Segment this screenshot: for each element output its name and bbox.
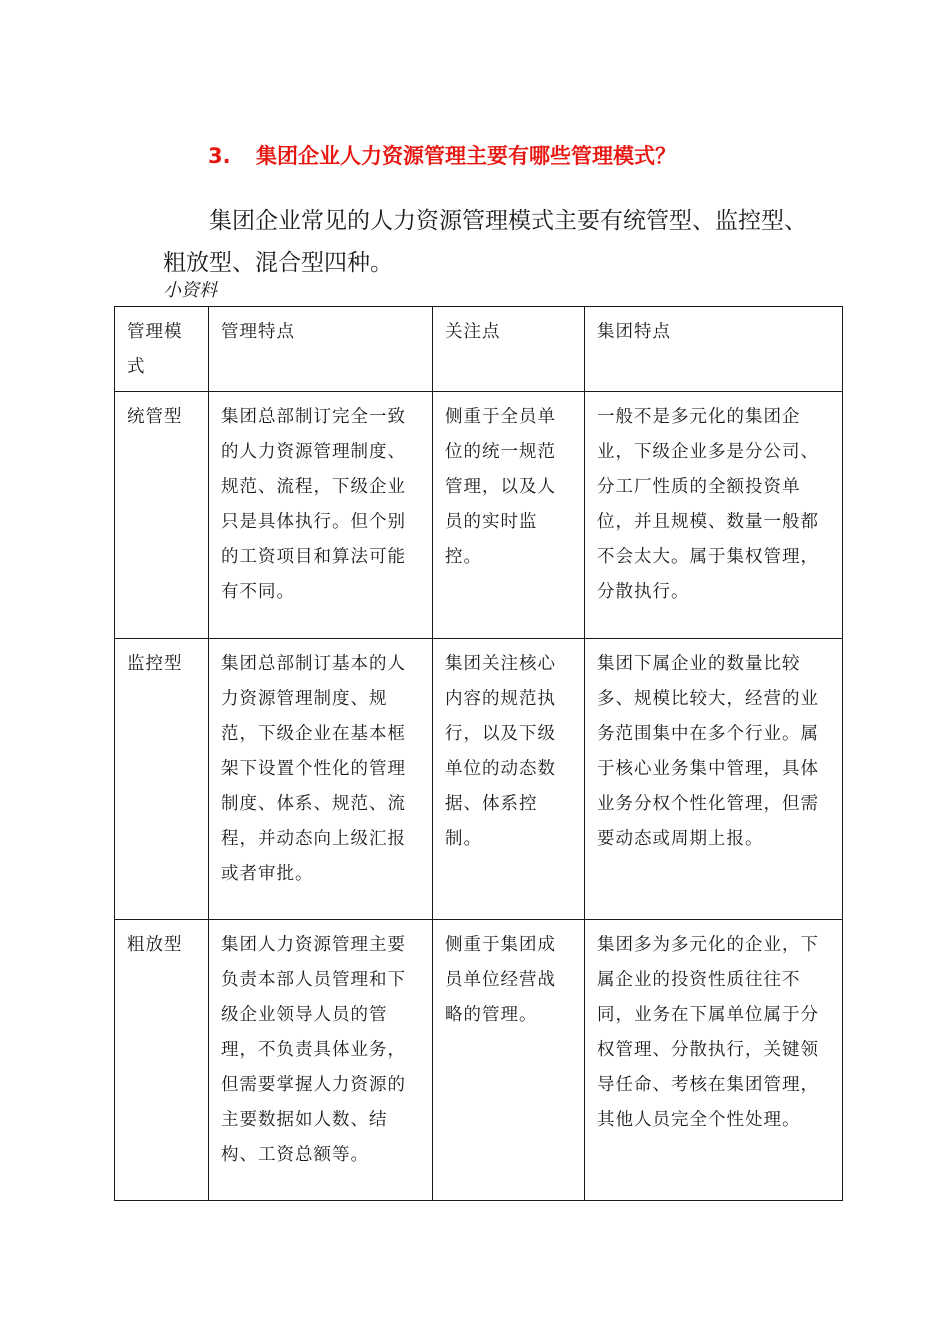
- table-row: [115, 920, 843, 1201]
- table-header-row: [115, 307, 843, 392]
- header-focus: 关注点: [433, 307, 585, 392]
- management-mode-table: [114, 306, 843, 1201]
- row-group: 集团下属企业的数量比较多、规模比较大，经营的业务范围集中在多个行业。属于核心业务集中管理，具体业务分权个性化管理，但需要动态或周期上报。: [585, 639, 843, 920]
- intro-paragraph: [163, 200, 813, 284]
- row-focus: 侧重于集团成员单位经营战略的管理。: [433, 920, 585, 1201]
- row-mode: 统管型: [115, 392, 209, 639]
- row-mode: 监控型: [115, 639, 209, 920]
- section-title: 集团企业人力资源管理主要有哪些管理模式？: [256, 144, 676, 168]
- intro-text: 集团企业常见的人力资源管理模式主要有统管型、监控型、粗放型、混合型四种。: [163, 208, 807, 276]
- header-group: 集团特点: [585, 307, 843, 392]
- row-focus: 侧重于全员单位的统一规范管理，以及人员的实时监控。: [433, 392, 585, 639]
- row-features: 集团总部制订基本的人力资源管理制度、规范，下级企业在基本框架下设置个性化的管理制度、体系、规范、流程，并动态向上级汇报或者审批。: [209, 639, 433, 920]
- table-row: [115, 639, 843, 920]
- section-number: 3.: [208, 144, 231, 168]
- row-features: 集团人力资源管理主要负责本部人员管理和下级企业领导人员的管理，不负责具体业务，但需要掌握人力资源的主要数据如人数、结构、工资总额等。: [209, 920, 433, 1201]
- row-focus: 集团关注核心内容的规范执行，以及下级单位的动态数据、体系控制。: [433, 639, 585, 920]
- header-mode: 管理模式: [115, 307, 209, 392]
- row-mode: 粗放型: [115, 920, 209, 1201]
- row-group: 一般不是多元化的集团企业，下级企业多是分公司、分工厂性质的全额投资单位，并且规模、数量一般都不会太大。属于集权管理，分散执行。: [585, 392, 843, 639]
- header-features: 管理特点: [209, 307, 433, 392]
- table-row: [115, 392, 843, 639]
- section-heading: [208, 140, 676, 170]
- row-group: 集团多为多元化的企业，下属企业的投资性质往往不同，业务在下属单位属于分权管理、分散执行，关键领导任命、考核在集团管理，其他人员完全个性处理。: [585, 920, 843, 1201]
- table-caption: 小资料: [163, 280, 217, 301]
- row-features: 集团总部制订完全一致的人力资源管理制度、规范、流程，下级企业只是具体执行。但个别的工资项目和算法可能有不同。: [209, 392, 433, 639]
